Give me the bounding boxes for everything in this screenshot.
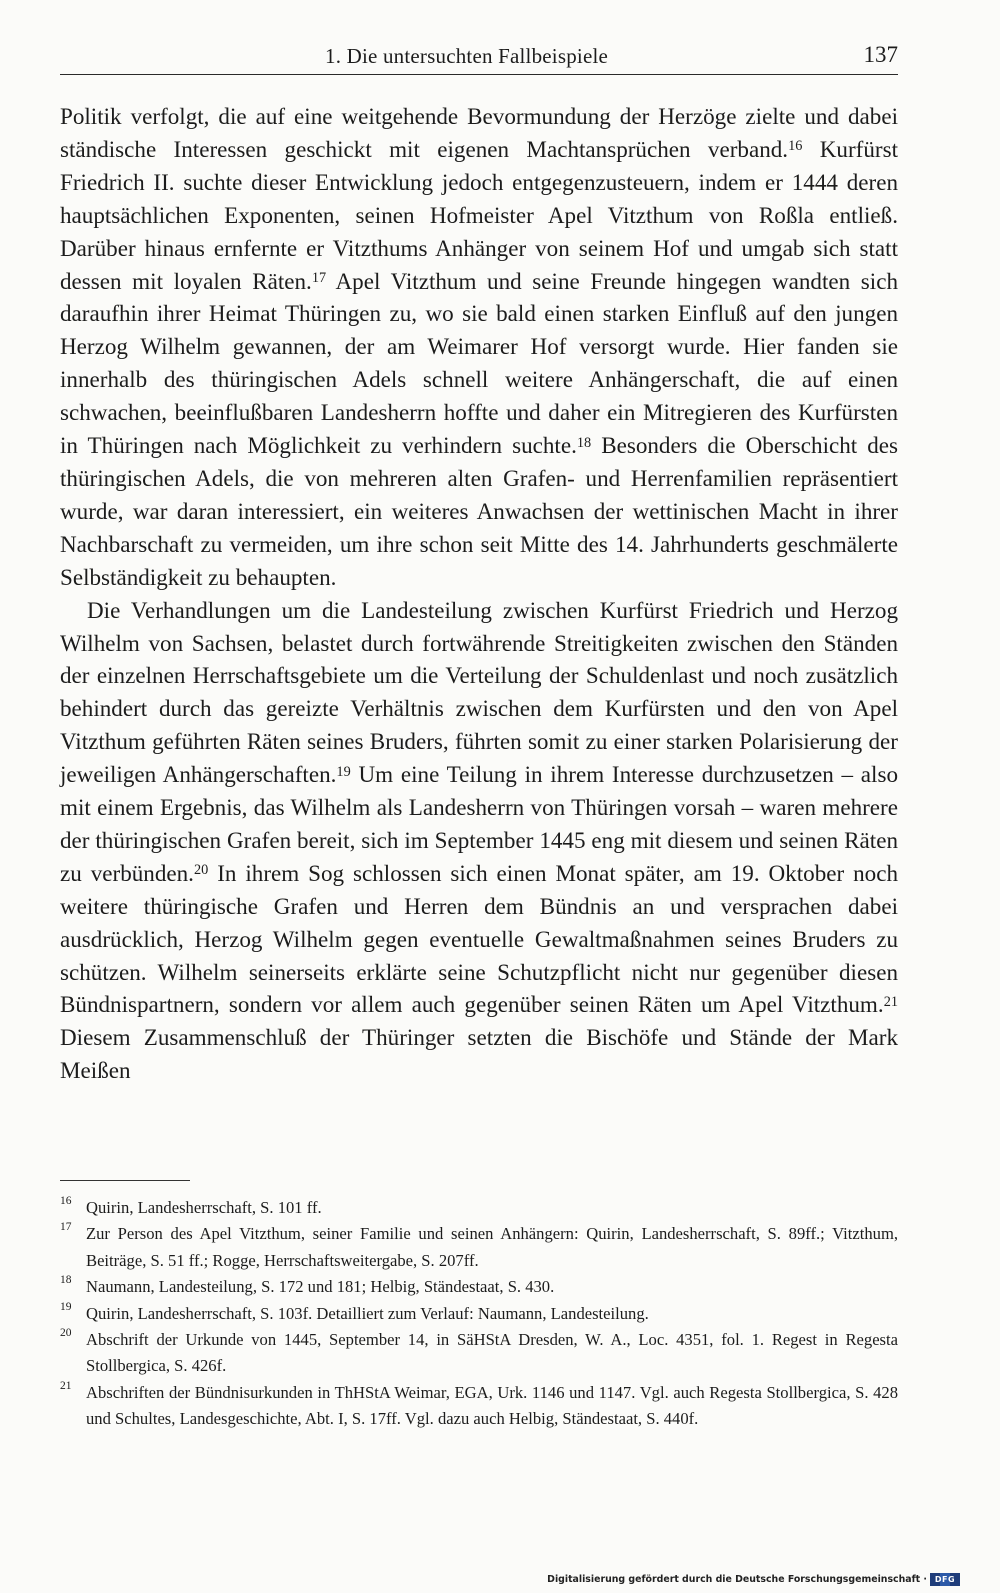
footnote-number: 16 xyxy=(60,1195,72,1207)
footnote-ref-20[interactable]: 20 xyxy=(193,862,209,879)
text-run: Politik verfolgt, die auf eine weitgehende Bevormundung der Herzöge zielte und dabei ständische Interessen geschickt mit eigenen Machtansprüchen verband. xyxy=(60,103,898,162)
footnote-text: Abschrift der Urkunde von 1445, September 14, in SäHStA Dresden, W. A., Loc. 4351, fol. 1. Regest in Regesta Stollbergica, S. 426f. xyxy=(86,1330,898,1376)
paragraph-1 xyxy=(60,100,898,594)
running-header xyxy=(60,40,898,75)
page-number: 137 xyxy=(863,42,898,67)
footnote-text: Quirin, Landesherrschaft, S. 103f. Detailliert zum Verlauf: Naumann, Landesteilung. xyxy=(86,1303,649,1323)
footnotes xyxy=(60,1195,898,1433)
credit-text: Digitalisierung gefördert durch die Deutsche Forschungsgemeinschaft · xyxy=(547,1574,927,1585)
running-title: 1. Die untersuchten Fallbeispiele xyxy=(325,44,609,68)
footnote-ref-17[interactable]: 17 xyxy=(311,270,327,287)
text-run: Besonders die Oberschicht des thüringischen Adels, die von mehreren alten Grafen- und Herrenfamilien repräsentiert wurde, war daran interessiert, ein weiteres Anwachsen der wettinischen Macht in ihrer Nachbarschaft zu vermeiden, um ihre schon seit Mitte des 14. Jahrhunderts geschmälerte Selbständigkeit zu behaupten. xyxy=(60,432,898,590)
footnote-21 xyxy=(60,1380,898,1433)
text-run: Kurfürst Friedrich II. suchte dieser Entwicklung jedoch entgegenzusteuern, indem er 1444 deren hauptsächlichen Exponenten, seinen Hofmeister Apel Vitzthum von Roßla entließ. Darüber hinaus ernfernte er Vitzthums Anhänger von seinem Hof und umgab sich statt dessen mit loyalen Räten. xyxy=(60,135,898,294)
text-run: Die Verhandlungen um die Landesteilung zwischen Kurfürst Friedrich und Herzog Wilhelm von Sachsen, belastet durch fortwährende Streitigkeiten zwischen den Ständen der einzelnen Herrschaftsgebiete um die Verteilung der Schuldenlast und noch zusätzlich behindert durch das gereizte Verhältnis zwischen dem Kurfürsten und den von Apel Vitzthum geführten Räten seines Bruders, führten somit zu einer starken Polarisierung der jeweiligen Anhängerschaften. xyxy=(60,596,898,788)
text-run: In ihrem Sog schlossen sich einen Monat später, am 19. Oktober noch weitere thüringische Grafen und Herren dem Bündnis an und versprachen dabei ausdrücklich, Herzog Wilhelm gegen eventuelle Gewaltmaßnahmen seines Bruders zu schützen. Wilhelm seinerseits erklärte seine Schutzpflicht nicht nur gegenüber diesen Bündnispartnern, sondern vor allem auch gegenüber seinen Räten um Apel Vitzthum. xyxy=(60,859,898,1018)
footnote-17 xyxy=(60,1221,898,1274)
footnote-ref-19[interactable]: 19 xyxy=(336,763,351,780)
footnote-number: 19 xyxy=(60,1300,72,1313)
footnote-number: 20 xyxy=(60,1327,72,1340)
footnote-19 xyxy=(60,1301,898,1327)
footnote-number: 18 xyxy=(60,1274,72,1287)
footnote-text: Quirin, Landesherrschaft, S. 101 ff. xyxy=(86,1198,322,1217)
footnote-18 xyxy=(60,1274,898,1300)
footnote-text: Naumann, Landesteilung, S. 172 und 181; Helbig, Ständestaat, S. 430. xyxy=(86,1277,555,1297)
main-text xyxy=(60,100,898,1087)
footnote-number: 17 xyxy=(60,1221,72,1234)
footnote-divider xyxy=(60,1180,190,1181)
footnote-number: 21 xyxy=(60,1379,72,1392)
text-run: Apel Vitzthum und seine Freunde hingegen wandten sich daraufhin ihrer Heimat Thüringen zu, wo sie bald einen starken Einfluß auf den jungen Herzog Wilhelm gewannen, der am Weimarer Hof versorgt wurde. Hier fanden sie innerhalb des thüringischen Adels schnell weitere Anhängerschaft, die auf einen schwachen, beeinflußbaren Landesherrn hoffte und daher ein Mitregieren des Kurfürsten in Thüringen nach Möglichkeit zu verhindern suchte. xyxy=(60,267,898,459)
text-run: Diesem Zusammenschluß der Thüringer setzten die Bischöfe und Stände der Mark Meißen xyxy=(60,1024,898,1084)
footnote-ref-18[interactable]: 18 xyxy=(576,434,592,451)
footnote-ref-21[interactable]: 21 xyxy=(883,994,898,1011)
dfg-logo-icon: DFG xyxy=(930,1573,960,1586)
footnote-text: Abschriften der Bündnisurkunden in ThHStA Weimar, EGA, Urk. 1146 und 1147. Vgl. auch Regesta Stollbergica, S. 428 und Schultes, Landesgeschichte, Abt. I, S. 17ff. Vgl. dazu auch Helbig, Ständestaat, S. 440f. xyxy=(86,1382,898,1429)
footnote-text: Zur Person des Apel Vitzthum, seiner Familie und seinen Anhängern: Quirin, Landesherrschaft, S. 89ff.; Vitzthum, Beiträge, S. 51 ff.; Rogge, Herrschaftsweitergabe, S. 207ff. xyxy=(86,1224,898,1270)
digitization-credit xyxy=(547,1573,960,1586)
footnote-16 xyxy=(60,1195,898,1221)
text-run: Um eine Teilung in ihrem Interesse durchzusetzen – also mit einem Ergebnis, das Wilhelm als Landesherrn von Thüringen vorsah – waren mehrere der thüringischen Grafen bereit, sich im September 1445 eng mit diesem und seinen Räten zu verbünden. xyxy=(60,761,898,886)
paragraph-2 xyxy=(60,594,898,1088)
footnote-ref-16[interactable]: 16 xyxy=(788,138,803,155)
footnote-20 xyxy=(60,1327,898,1380)
